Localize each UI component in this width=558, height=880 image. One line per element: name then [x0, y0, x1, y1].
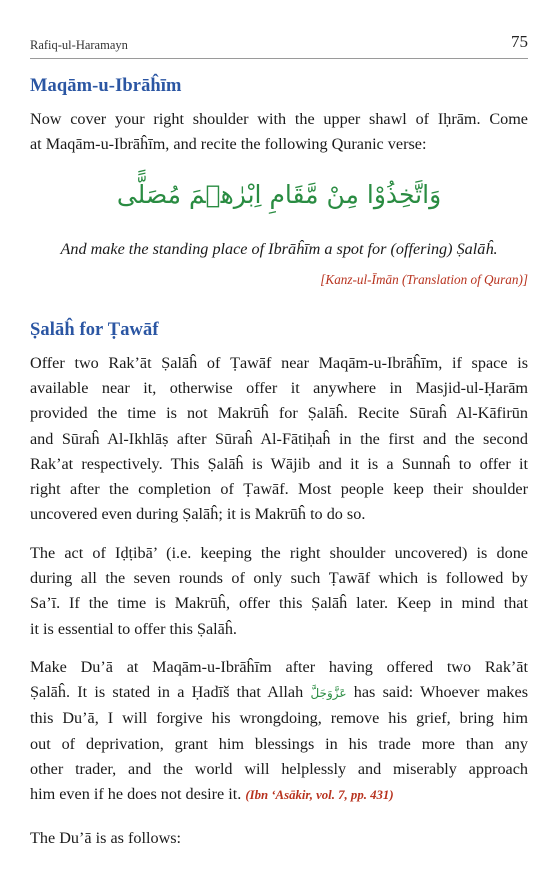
intro-paragraph: [30, 107, 528, 157]
paragraph-line: other trader, and the world will helplessly and miserably approach: [30, 759, 528, 778]
paragraph-line: The Du’ā is as follows:: [30, 829, 182, 847]
paragraph-line: [30, 782, 528, 808]
text-segment: him even if he does not desire it.: [30, 785, 242, 804]
page-number: 75: [511, 32, 528, 51]
paragraph-line: during all the seven rounds of only such Ṭawāf which is followed by: [30, 569, 528, 588]
text-segment: has said: Whoever makes: [353, 683, 528, 702]
paragraph-line: Rak’at respectively. This Ṣalāĥ is Wājib and it is a Sunnaĥ to offer it: [30, 454, 528, 473]
hadith-citation: (Ibn ‘Asākir, vol. 7, pp. 431): [245, 788, 394, 803]
verse-citation: [Kanz-ul-Īmān (Translation of Quran)]: [320, 272, 528, 287]
paragraph-line: [30, 680, 528, 706]
closing-line: [30, 826, 528, 851]
paragraph-line: provided the time is not Makrūĥ for Ṣalāĥ. Recite Sūraĥ Al-Kāfirūn: [30, 404, 528, 423]
dua-paragraph: [30, 655, 528, 808]
salah-paragraph-2: [30, 541, 528, 642]
paragraph-line: right after the completion of Ṭawāf. Most people keep their shoulder: [30, 480, 528, 499]
running-head: [30, 32, 528, 59]
paragraph-line: Now cover your right shoulder with the upper shawl of Iḥrām. Come: [30, 110, 528, 128]
paragraph-line: uncovered even during Ṣalāĥ; it is Makrūĥ to do so.: [30, 505, 366, 524]
paragraph-line: and Sūraĥ Al-Ikhlāṣ after Sūraĥ Al-Fātiḥaĥ in the first and the second: [30, 429, 528, 448]
paragraph-line: Offer two Rak’āt Ṣalāĥ of Ṭawāf near Maqām-u-Ibrāĥīm, if space is: [30, 354, 528, 372]
paragraph-line: The act of Iḍṭibā’ (i.e. keeping the right shoulder uncovered) is done: [30, 544, 528, 562]
section-heading-maqam: Maqām-u-Ibrāĥīm: [30, 76, 182, 96]
paragraph-line: Sa’ī. If the time is Makrūĥ, offer this Ṣalāĥ later. Keep in mind that: [30, 594, 528, 613]
paragraph-line: Make Du’ā at Maqām-u-Ibrāĥīm after having offered two Rak’āt: [30, 658, 528, 676]
text-segment: Ṣalāĥ. It is stated in a Ḥadīš that Allah: [30, 683, 304, 702]
paragraph-line: out of deprivation, grant him blessings in his trade more than any: [30, 734, 528, 753]
arabic-verse: وَاتَّخِذُوْا مِنْ مَّقَامِ اِبْرٰهٖمَ مُصَلًّى: [116, 180, 442, 209]
paragraph-line: this Du’ā, I will forgive his wrongdoing, remove his grief, bring him: [30, 709, 528, 728]
book-title: Rafiq-ul-Haramayn: [30, 38, 128, 52]
paragraph-line: it is essential to offer this Ṣalāĥ.: [30, 619, 237, 638]
arabic-honorific: عَزَّوَجَلَّ: [310, 686, 347, 701]
verse-translation: And make the standing place of Ibrāĥīm a spot for (offering) Ṣalāĥ.: [60, 240, 498, 258]
paragraph-line: available near it, otherwise offer it anywhere in Masjid-ul-Ḥarām: [30, 379, 528, 398]
salah-paragraph-1: [30, 351, 528, 527]
paragraph-line: at Maqām-u-Ibrāĥīm, and recite the following Quranic verse:: [30, 135, 427, 154]
section-heading-salah: Ṣalāĥ for Ṭawāf: [30, 320, 159, 340]
